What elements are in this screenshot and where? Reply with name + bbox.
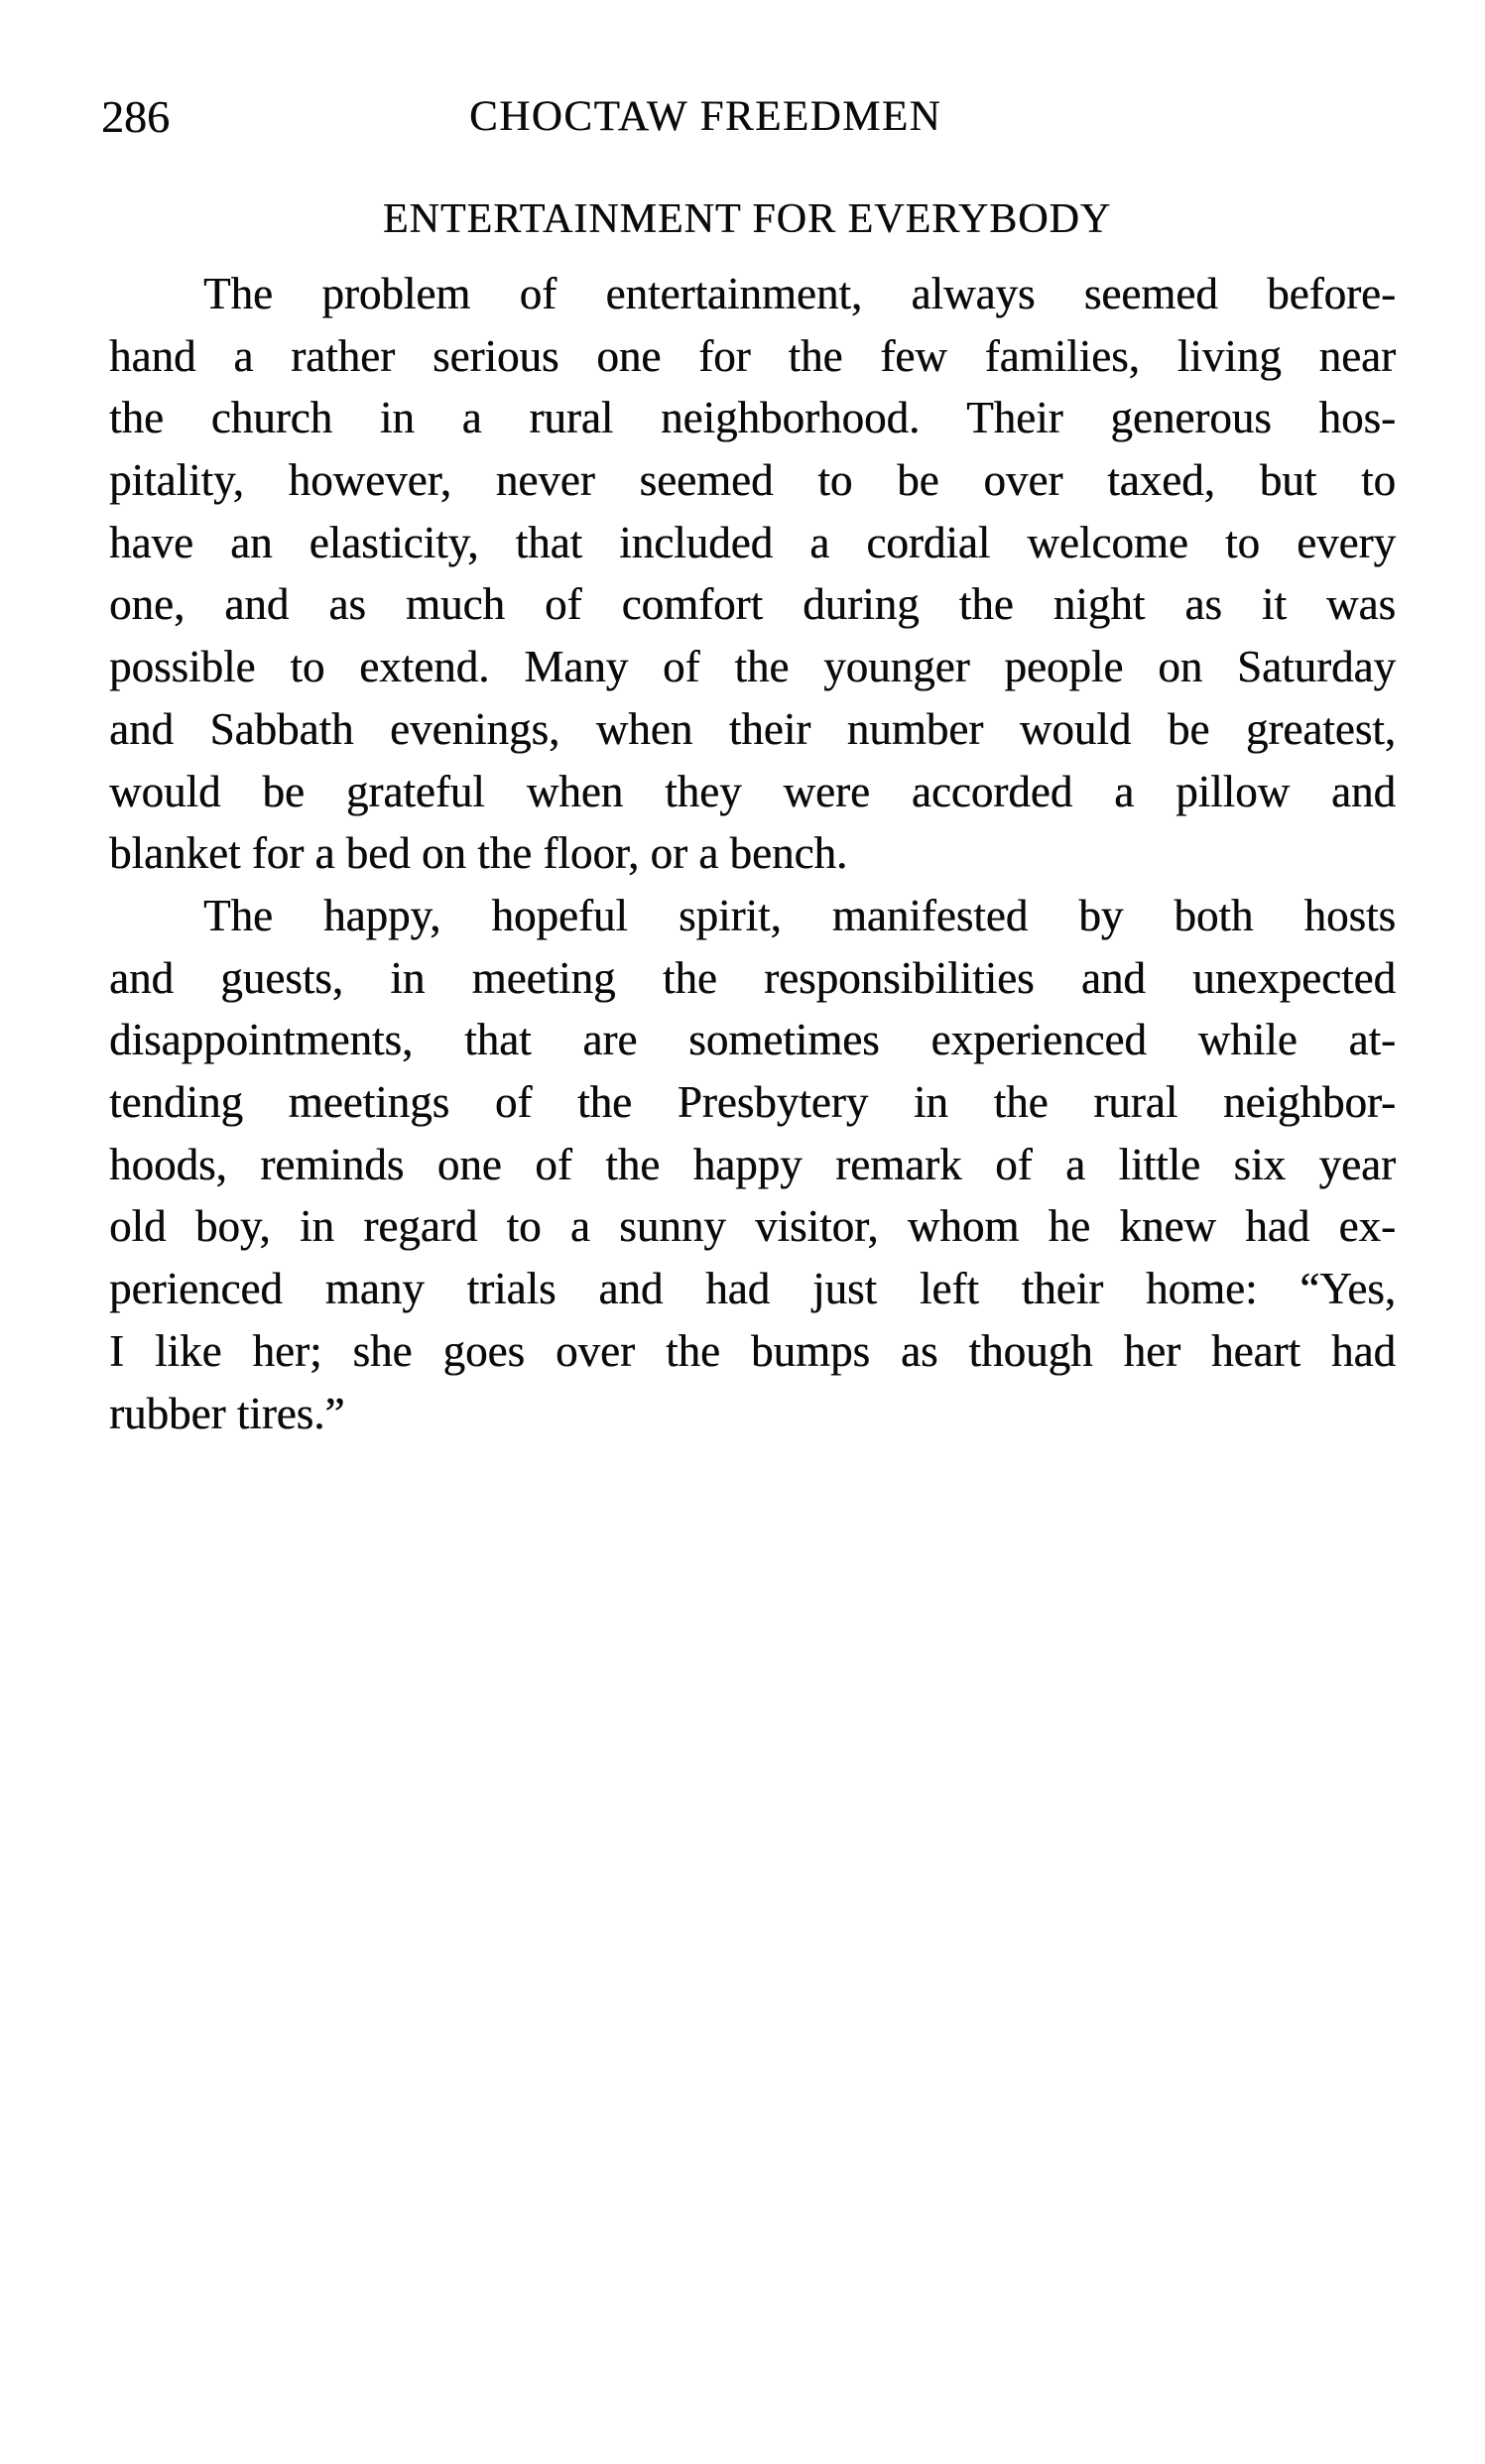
paragraph [109,263,1396,885]
text-line: old boy, in regard to a sunny visitor, whom he knew had ex- [109,1201,1396,1252]
text-line: have an elasticity, that included a cordial welcome to every [109,517,1396,567]
text-line: the church in a rural neighborhood. Their generous hos- [109,393,1396,443]
text-line: hand a rather serious one for the few families, living near [109,330,1396,381]
text-line: The problem of entertainment, always seemed before- [203,269,1396,318]
text-line: The happy, hopeful spirit, manifested by both hosts [203,891,1396,940]
running-title: CHOCTAW FREEDMEN [469,93,942,140]
text-line: blanket for a bed on the floor, or a bench. [109,828,848,879]
text-line: one, and as much of comfort during the night as it was [109,579,1396,630]
text-line: rubber tires.” [109,1388,345,1438]
text-line: and Sabbath evenings, when their number would be greatest, [109,703,1396,754]
paragraph [109,885,1396,1444]
text-line: disappointments, that are sometimes experienced while at- [109,1015,1396,1065]
text-line: I like her; she goes over the bumps as though her heart had [109,1325,1396,1376]
text-line: tending meetings of the Presbytery in the rural neighbor- [109,1077,1396,1128]
text-line: perienced many trials and had just left their home: “Yes, [109,1264,1396,1314]
text-line: and guests, in meeting the responsibilities and unexpected [109,952,1396,1003]
text-line: hoods, reminds one of the happy remark of a little six year [109,1139,1396,1189]
text-line: pitality, however, never seemed to be over taxed, but to [109,455,1396,506]
text-line: would be grateful when they were accorded a pillow and [109,766,1396,816]
page-number: 286 [101,91,170,142]
running-head [101,87,1396,147]
text-line: possible to extend. Many of the younger people on Saturday [109,642,1396,692]
section-heading: ENTERTAINMENT FOR EVERYBODY [382,196,1112,242]
